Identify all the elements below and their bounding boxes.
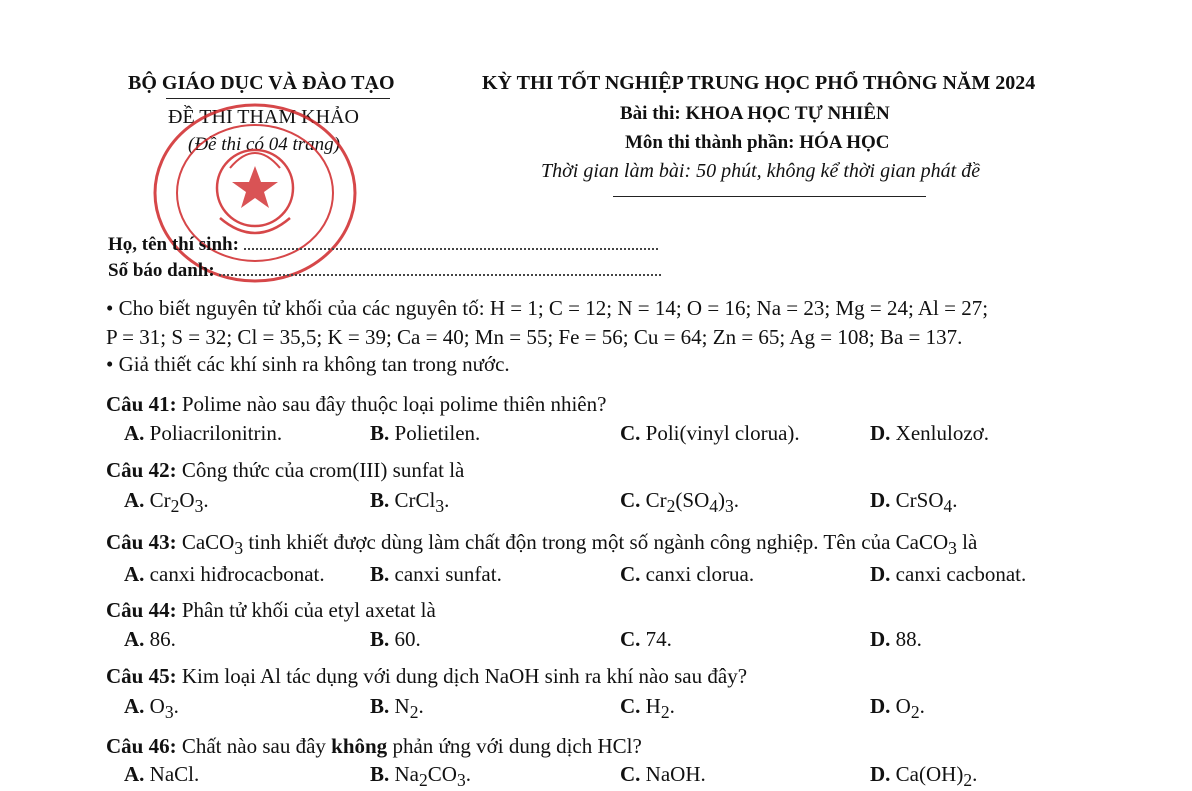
question-41-label: Câu 41: <box>106 392 177 416</box>
question-42-label: Câu 42: <box>106 458 177 482</box>
question-46-text-after: phản ứng với dung dịch HCl? <box>387 734 642 758</box>
q43-option-d: D. canxi cacbonat. <box>870 562 1027 586</box>
q42-option-d: D. CrSO$_4$. <box>870 488 958 517</box>
candidate-id-dots <box>219 258 661 276</box>
q44-option-b: B. 60. <box>370 627 421 651</box>
q41-option-d: D. Xenlulozơ. <box>870 421 990 445</box>
q46-option-b: B. $Na_2CO_3$. <box>370 762 471 791</box>
question-41-text: Polime nào sau đây thuộc loại polime thiên nhiên? <box>176 392 607 416</box>
question-41 <box>106 392 606 417</box>
q42-option-a: A. $Cr_2O_3$. <box>124 488 209 517</box>
header-right-underline <box>613 196 926 197</box>
candidate-name-dots <box>244 232 658 250</box>
question-44-label: Câu 44: <box>106 598 177 622</box>
atomic-mass-line-2: P = 31; S = 32; Cl = 35,5; K = 39; Ca = 40; Mn = 55; Fe = 56; Cu = 64; Zn = 65; Ag = 108; Ba = 137. <box>106 325 963 349</box>
q41-option-b: B. Polietilen. <box>370 421 481 445</box>
question-45-label: Câu 45: <box>106 664 177 688</box>
q45-option-c: C. $H_2$. <box>620 694 675 723</box>
q41-option-c: C. Poli(vinyl clorua). <box>620 421 800 445</box>
question-44 <box>106 598 436 623</box>
question-46-emphasis: không <box>331 734 388 758</box>
q43-option-a: A. canxi hiđrocacbonat. <box>124 562 325 586</box>
q44-option-c: C. 74. <box>620 627 672 651</box>
doc-type: ĐỀ THI THAM KHẢO <box>168 106 359 128</box>
subject-group <box>620 103 890 125</box>
q42-option-b: B. CrCl$_3$. <box>370 488 450 517</box>
question-44-text: Phân tử khối của etyl axetat là <box>176 598 436 622</box>
question-46-label: Câu 46: <box>106 734 177 758</box>
exam-title: KỲ THI TỐT NGHIỆP TRUNG HỌC PHỔ THÔNG NĂM 2024 <box>482 72 1036 94</box>
ministry-name: BỘ GIÁO DỤC VÀ ĐÀO TẠO <box>128 72 395 94</box>
q46-option-d: D. $Ca(OH)_2$. <box>870 762 978 791</box>
q42-option-c: C. $Cr_2(SO_4)_3$. <box>620 488 740 517</box>
subject-group-value: KHOA HỌC TỰ NHIÊN <box>685 103 890 124</box>
candidate-name-row <box>108 232 658 256</box>
q46-option-c: C. NaOH. <box>620 762 706 786</box>
question-42-text: Công thức của crom(III) sunfat là <box>176 458 465 482</box>
atomic-mass-line-1: • Cho biết nguyên tử khối của các nguyên tố: H = 1; C = 12; N = 14; O = 16; Na = 23; Mg = 24; Al = 27; <box>106 296 989 320</box>
q41-option-a: A. Poliacrilonitrin. <box>124 421 283 445</box>
q45-option-d: D. $O_2$. <box>870 694 925 723</box>
q44-option-a: A. 86. <box>124 627 176 651</box>
q44-option-d: D. 88. <box>870 627 922 651</box>
question-45 <box>106 664 747 689</box>
subject <box>625 132 890 154</box>
gas-assumption: • Giả thiết các khí sinh ra không tan trong nước. <box>106 352 510 376</box>
subject-label: Môn thi thành phần: <box>625 132 800 153</box>
pages-note: (Đề thi có 04 trang) <box>188 134 340 155</box>
q43-option-b: B. canxi sunfat. <box>370 562 502 586</box>
time-note: Thời gian làm bài: 50 phút, không kể thời gian phát đề <box>541 160 981 182</box>
question-46-text-before: Chất nào sau đây <box>176 734 332 758</box>
question-46 <box>106 734 642 759</box>
candidate-id-label: Số báo danh: <box>108 260 215 281</box>
subject-value: HÓA HỌC <box>799 132 890 153</box>
candidate-id-row <box>108 258 661 282</box>
q45-option-b: B. $N_2$. <box>370 694 424 723</box>
candidate-name-label: Họ, tên thí sinh: <box>108 234 239 255</box>
question-45-text: Kim loại Al tác dụng với dung dịch NaOH sinh ra khí nào sau đây? <box>176 664 748 688</box>
question-43-label: Câu 43: <box>106 530 177 554</box>
subject-group-label: Bài thi: <box>620 103 686 124</box>
question-42 <box>106 458 464 483</box>
q45-option-a: A. $O_3$. <box>124 694 179 723</box>
question-43: Câu 43: CaCO$_3$ tinh khiết được dùng làm chất độn trong một số ngành công nghiệp. Tên của CaCO$_3$ là <box>106 530 978 559</box>
q43-option-c: C. canxi clorua. <box>620 562 755 586</box>
q46-option-a: A. NaCl. <box>124 762 200 786</box>
